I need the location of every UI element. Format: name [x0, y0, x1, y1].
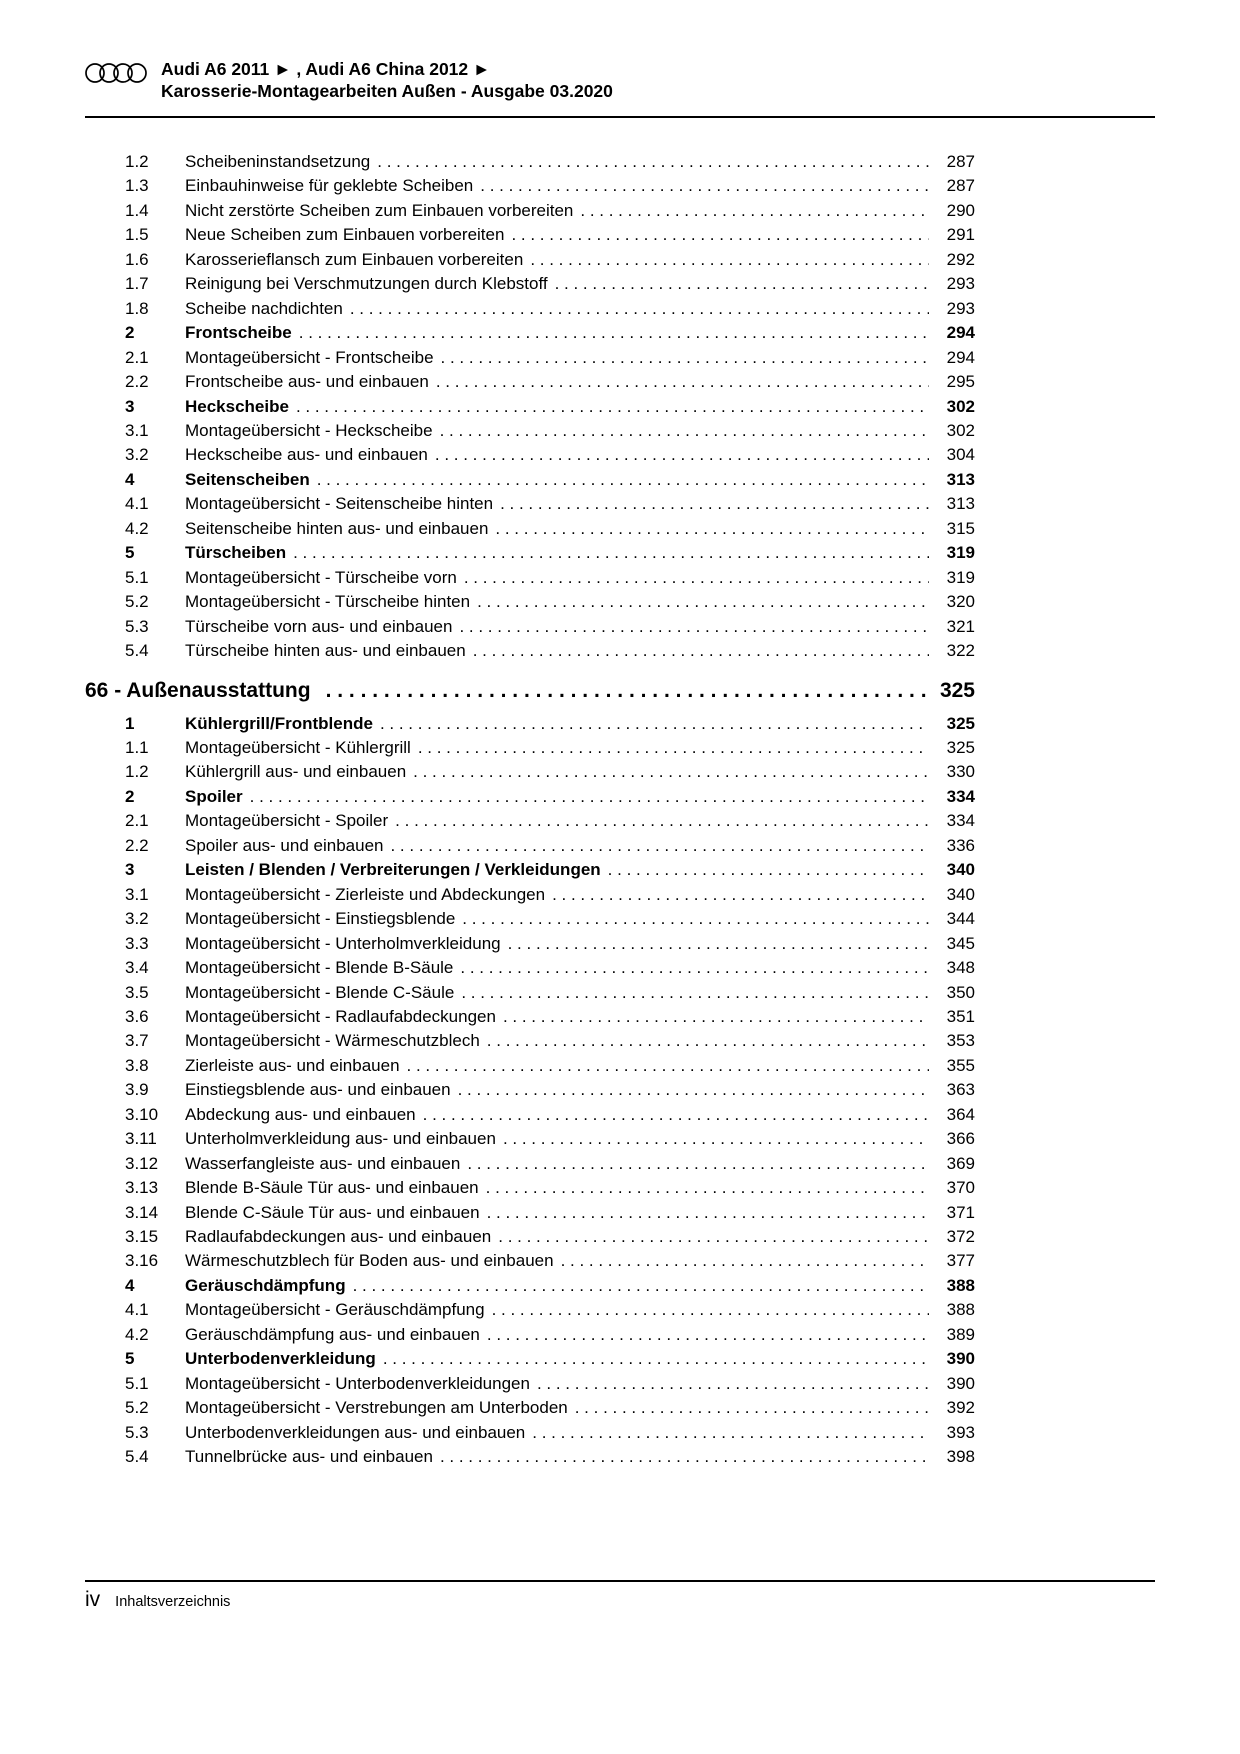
toc-entry	[85, 223, 975, 247]
entry-title: Türscheibe hinten aus- und einbauen	[185, 641, 466, 661]
dot-leader	[575, 1396, 929, 1420]
entry-number: 3.4	[125, 958, 149, 978]
entry-page: 366	[946, 1129, 975, 1149]
entry-page: 315	[946, 518, 975, 538]
entry-page: 334	[946, 811, 975, 831]
entry-title: Reinigung bei Verschmutzungen durch Klebstoff	[185, 274, 548, 294]
entry-page: 294	[946, 347, 975, 367]
entry-title: Montageübersicht - Geräuschdämpfung	[185, 1300, 485, 1320]
toc-entry	[85, 736, 975, 760]
toc-entry	[85, 1372, 975, 1396]
toc-entry	[85, 566, 975, 590]
entry-number: 3.2	[125, 445, 149, 465]
toc-entry	[85, 1054, 975, 1078]
toc-entry	[85, 1396, 975, 1420]
entry-title: Montageübersicht - Heckscheibe	[185, 420, 433, 440]
dot-leader	[508, 932, 929, 956]
entry-title: Scheibe nachdichten	[185, 298, 343, 318]
entry-number: 4	[125, 1275, 135, 1295]
toc-entry	[85, 174, 975, 198]
entry-number: 3.9	[125, 1080, 149, 1100]
entry-title: Kühlergrill aus- und einbauen	[185, 762, 407, 782]
entry-page: 320	[946, 592, 975, 612]
entry-number: 2	[125, 323, 135, 343]
entry-page: 319	[946, 543, 975, 563]
entry-title: Unterholmverkleidung aus- und einbauen	[185, 1129, 496, 1149]
dot-leader	[486, 1176, 929, 1200]
toc-section-heading	[85, 677, 975, 705]
entry-title: Türscheibe vorn aus- und einbauen	[185, 616, 453, 636]
entry-page: 390	[946, 1349, 975, 1369]
dot-leader	[511, 223, 929, 247]
toc-entry	[85, 1127, 975, 1151]
header-divider	[85, 116, 1155, 118]
entry-title: Einstiegsblende aus- und einbauen	[185, 1080, 451, 1100]
dot-leader	[487, 1201, 929, 1225]
dot-leader	[459, 615, 929, 639]
toc-entry	[85, 1421, 975, 1445]
entry-page: 291	[946, 225, 975, 245]
entry-page: 287	[946, 152, 975, 171]
entry-number: 5.4	[125, 641, 149, 661]
entry-number: 5.3	[125, 1422, 149, 1442]
toc-entry	[85, 932, 975, 956]
entry-number: 2.2	[125, 372, 149, 392]
entry-number: 5.2	[125, 592, 149, 612]
entry-number: 5	[125, 543, 135, 563]
toc-entry	[85, 1078, 975, 1102]
entry-title: Montageübersicht - Türscheibe vorn	[185, 567, 457, 587]
entry-title: Montageübersicht - Unterbodenverkleidungen	[185, 1373, 530, 1393]
toc-entry	[85, 639, 975, 663]
entry-page: 392	[946, 1398, 975, 1418]
entry-number: 1.7	[125, 274, 149, 294]
entry-page: 295	[946, 372, 975, 392]
toc-entry	[85, 1225, 975, 1249]
dot-leader	[395, 809, 929, 833]
dot-leader	[487, 1029, 929, 1053]
audi-rings-icon	[85, 61, 147, 90]
entry-page: 369	[946, 1153, 975, 1173]
entry-number: 2.2	[125, 835, 149, 855]
entry-number: 4.1	[125, 1300, 149, 1320]
toc-entry	[85, 809, 975, 833]
dot-leader	[537, 1372, 929, 1396]
entry-page: 350	[946, 982, 975, 1002]
dot-leader	[383, 1347, 929, 1371]
toc-entry	[85, 321, 975, 345]
toc-entry	[85, 370, 975, 394]
toc-entry	[85, 443, 975, 467]
toc-entry	[85, 1152, 975, 1176]
entry-page: 319	[946, 567, 975, 587]
entry-page: 302	[946, 396, 975, 416]
dot-leader	[561, 1249, 929, 1273]
dot-leader	[293, 541, 929, 565]
toc-entry	[85, 615, 975, 639]
entry-title: Geräuschdämpfung	[185, 1275, 346, 1295]
entry-page: 292	[946, 249, 975, 269]
dot-leader	[487, 1323, 929, 1347]
entry-page: 348	[946, 958, 975, 978]
entry-page: 290	[946, 200, 975, 220]
entry-title: Montageübersicht - Türscheibe hinten	[185, 592, 471, 612]
toc-entry	[85, 883, 975, 907]
entry-number: 5.1	[125, 567, 149, 587]
dot-leader	[608, 858, 929, 882]
dot-leader	[318, 677, 929, 705]
toc-entry	[85, 1103, 975, 1127]
entry-number: 3.10	[125, 1104, 159, 1124]
entry-title: Radlaufabdeckungen aus- und einbauen	[185, 1227, 492, 1247]
entry-number: 3.11	[125, 1129, 157, 1149]
entry-page: 334	[946, 786, 975, 806]
toc-entry	[85, 248, 975, 272]
toc-entry	[85, 1029, 975, 1053]
entry-page: 353	[946, 1031, 975, 1051]
entry-number: 3.8	[125, 1055, 149, 1075]
entry-page: 351	[946, 1006, 975, 1026]
dot-leader	[467, 1152, 929, 1176]
entry-number: 3.16	[125, 1251, 159, 1271]
dot-leader	[460, 956, 929, 980]
footer-label: Inhaltsverzeichnis	[115, 1594, 231, 1610]
dot-leader	[440, 1445, 929, 1469]
toc-entry	[85, 785, 975, 809]
entry-number: 4	[125, 469, 135, 489]
dot-leader	[473, 639, 929, 663]
toc-entry	[85, 1274, 975, 1298]
dot-leader	[407, 1054, 929, 1078]
entry-page: 287	[946, 176, 975, 196]
entry-number: 5.1	[125, 1373, 149, 1393]
entry-page: 340	[946, 860, 975, 880]
dot-leader	[435, 443, 929, 467]
dot-leader	[458, 1078, 929, 1102]
entry-page: 345	[946, 933, 975, 953]
dot-leader	[440, 419, 929, 443]
entry-page: 322	[946, 641, 975, 661]
toc-entry	[85, 1176, 975, 1200]
entry-number: 3.6	[125, 1006, 149, 1026]
toc-entry	[85, 541, 975, 565]
header-title-line1: Audi A6 2011 ► , Audi A6 China 2012 ►	[161, 59, 491, 79]
entry-number: 1.1	[125, 737, 149, 757]
dot-leader	[461, 981, 929, 1005]
entry-title: Montageübersicht - Verstrebungen am Unterboden	[185, 1398, 568, 1418]
entry-page: 390	[946, 1373, 975, 1393]
entry-title: Frontscheibe aus- und einbauen	[185, 372, 429, 392]
toc-entry	[85, 834, 975, 858]
dot-leader	[462, 907, 929, 931]
toc-entry	[85, 1298, 975, 1322]
dot-leader	[503, 1127, 929, 1151]
toc-entry	[85, 760, 975, 784]
entry-page: 389	[946, 1324, 975, 1344]
entry-number: 1	[125, 713, 135, 733]
entry-number: 3.3	[125, 933, 149, 953]
toc-entry	[85, 981, 975, 1005]
entry-title: Heckscheibe aus- und einbauen	[185, 445, 428, 465]
entry-page: 313	[946, 494, 975, 514]
entry-title: Einbauhinweise für geklebte Scheiben	[185, 176, 474, 196]
entry-page: 340	[946, 884, 975, 904]
section-heading-page: 325	[939, 678, 975, 702]
entry-title: Montageübersicht - Unterholmverkleidung	[185, 933, 501, 953]
entry-title: Wasserfangleiste aus- und einbauen	[185, 1153, 461, 1173]
entry-title: Montageübersicht - Blende B-Säule	[185, 958, 454, 978]
entry-number: 5	[125, 1349, 135, 1369]
footer-page-number: iv	[85, 1588, 101, 1611]
entry-page: 363	[946, 1080, 975, 1100]
toc-entry	[85, 517, 975, 541]
dot-leader	[503, 1005, 929, 1029]
dot-leader	[495, 517, 929, 541]
entry-title: Scheibeninstandsetzung	[185, 152, 371, 171]
entry-number: 1.6	[125, 249, 149, 269]
entry-title: Türscheiben	[185, 543, 287, 563]
dot-leader	[296, 395, 929, 419]
entry-number: 1.2	[125, 762, 149, 782]
entry-page: 325	[946, 737, 975, 757]
entry-page: 364	[946, 1104, 975, 1124]
entry-title: Montageübersicht - Einstiegsblende	[185, 909, 456, 929]
toc-entry	[85, 956, 975, 980]
toc-entry	[85, 297, 975, 321]
dot-leader	[530, 248, 929, 272]
entry-number: 3.12	[125, 1153, 159, 1173]
entry-title: Montageübersicht - Kühlergrill	[185, 737, 411, 757]
entry-number: 5.2	[125, 1398, 149, 1418]
entry-number: 3	[125, 396, 135, 416]
page-footer	[85, 1588, 1155, 1612]
entry-page: 330	[946, 762, 975, 782]
entry-title: Montageübersicht - Frontscheibe	[185, 347, 434, 367]
page-header	[85, 58, 1155, 102]
toc-entry	[85, 1323, 975, 1347]
entry-title: Spoiler aus- und einbauen	[185, 835, 384, 855]
toc-entry	[85, 199, 975, 223]
dot-leader	[299, 321, 929, 345]
entry-title: Wärmeschutzblech für Boden aus- und einbauen	[185, 1251, 554, 1271]
dot-leader	[353, 1274, 929, 1298]
dot-leader	[441, 346, 929, 370]
entry-title: Heckscheibe	[185, 396, 289, 416]
entry-page: 388	[946, 1275, 975, 1295]
dot-leader	[250, 785, 929, 809]
entry-number: 3.7	[125, 1031, 149, 1051]
entry-title: Unterbodenverkleidungen aus- und einbauen	[185, 1422, 526, 1442]
dot-leader	[464, 566, 929, 590]
entry-page: 293	[946, 298, 975, 318]
toc-entry	[85, 1201, 975, 1225]
dot-leader	[390, 834, 929, 858]
dot-leader	[580, 199, 929, 223]
entry-number: 4.1	[125, 494, 149, 514]
entry-title: Tunnelbrücke aus- und einbauen	[185, 1447, 433, 1467]
dot-leader	[480, 174, 929, 198]
entry-page: 293	[946, 274, 975, 294]
toc-entry	[85, 272, 975, 296]
entry-number: 1.3	[125, 176, 149, 196]
entry-number: 2.1	[125, 347, 149, 367]
dot-leader	[418, 736, 929, 760]
dot-leader	[555, 272, 929, 296]
dot-leader	[498, 1225, 929, 1249]
entry-number: 4.2	[125, 1324, 149, 1344]
entry-number: 1.8	[125, 298, 149, 318]
header-text	[161, 58, 613, 102]
entry-title: Blende C-Säule Tür aus- und einbauen	[185, 1202, 480, 1222]
entry-title: Montageübersicht - Spoiler	[185, 811, 389, 831]
toc-entry	[85, 1249, 975, 1273]
entry-page: 355	[946, 1055, 975, 1075]
dot-leader	[413, 760, 929, 784]
entry-number: 4.2	[125, 518, 149, 538]
dot-leader	[317, 468, 929, 492]
dot-leader	[500, 492, 929, 516]
entry-title: Montageübersicht - Wärmeschutzblech	[185, 1031, 480, 1051]
entry-number: 3.5	[125, 982, 149, 1002]
entry-title: Geräuschdämpfung aus- und einbauen	[185, 1324, 480, 1344]
section-heading-label: 66 - Außenausstattung	[85, 678, 311, 702]
entry-number: 5.3	[125, 616, 149, 636]
dot-leader	[532, 1421, 929, 1445]
entry-page: 370	[946, 1178, 975, 1198]
entry-title: Montageübersicht - Seitenscheibe hinten	[185, 494, 494, 514]
entry-page: 388	[946, 1300, 975, 1320]
toc-entry	[85, 492, 975, 516]
entry-number: 1.2	[125, 152, 149, 171]
entry-page: 336	[946, 835, 975, 855]
entry-number: 2.1	[125, 811, 149, 831]
entry-page: 393	[946, 1422, 975, 1442]
entry-number: 3.15	[125, 1227, 159, 1247]
entry-page: 371	[946, 1202, 975, 1222]
dot-leader	[377, 150, 929, 174]
entry-number: 1.4	[125, 200, 149, 220]
toc-entry	[85, 395, 975, 419]
entry-title: Seitenscheibe hinten aus- und einbauen	[185, 518, 489, 538]
entry-number: 3.1	[125, 884, 149, 904]
entry-page: 302	[946, 420, 975, 440]
header-title-line2: Karosserie-Montagearbeiten Außen - Ausgabe 03.2020	[161, 81, 613, 101]
entry-title: Unterbodenverkleidung	[185, 1349, 376, 1369]
entry-number: 2	[125, 786, 135, 806]
entry-page: 377	[946, 1251, 975, 1271]
entry-number: 3.13	[125, 1178, 159, 1198]
entry-title: Seitenscheiben	[185, 469, 310, 489]
entry-page: 325	[946, 713, 975, 733]
entry-title: Kühlergrill/Frontblende	[185, 713, 373, 733]
entry-title: Leisten / Blenden / Verbreiterungen / Verkleidungen	[185, 860, 601, 880]
dot-leader	[552, 883, 929, 907]
toc-entry	[85, 712, 975, 736]
toc-entry	[85, 419, 975, 443]
toc-entry	[85, 858, 975, 882]
dot-leader	[436, 370, 929, 394]
entry-number: 3.14	[125, 1202, 159, 1222]
entry-page: 321	[946, 616, 975, 636]
entry-title: Frontscheibe	[185, 323, 292, 343]
entry-page: 313	[946, 469, 975, 489]
toc-entry	[85, 1445, 975, 1469]
entry-title: Neue Scheiben zum Einbauen vorbereiten	[185, 225, 505, 245]
toc-entry	[85, 468, 975, 492]
footer-divider	[85, 1580, 1155, 1582]
entry-title: Karosserieflansch zum Einbauen vorbereiten	[185, 249, 524, 269]
dot-leader	[492, 1298, 929, 1322]
entry-number: 5.4	[125, 1447, 149, 1467]
toc	[85, 150, 975, 1470]
toc-entry	[85, 346, 975, 370]
entry-title: Montageübersicht - Blende C-Säule	[185, 982, 455, 1002]
dot-leader	[350, 297, 929, 321]
entry-title: Montageübersicht - Zierleiste und Abdeckungen	[185, 884, 546, 904]
entry-number: 3	[125, 860, 135, 880]
dot-leader	[380, 712, 929, 736]
entry-title: Zierleiste aus- und einbauen	[185, 1055, 400, 1075]
entry-title: Spoiler	[185, 786, 243, 806]
entry-title: Nicht zerstörte Scheiben zum Einbauen vorbereiten	[185, 200, 574, 220]
toc-entry	[85, 150, 975, 174]
entry-title: Blende B-Säule Tür aus- und einbauen	[185, 1178, 479, 1198]
toc-entry	[85, 907, 975, 931]
toc-entry	[85, 1347, 975, 1371]
toc-entry	[85, 1005, 975, 1029]
dot-leader	[477, 590, 929, 614]
entry-page: 398	[946, 1447, 975, 1467]
entry-number: 3.2	[125, 909, 149, 929]
entry-title: Montageübersicht - Radlaufabdeckungen	[185, 1006, 496, 1026]
entry-page: 294	[946, 323, 975, 343]
dot-leader	[423, 1103, 929, 1127]
toc-entry	[85, 590, 975, 614]
entry-page: 344	[946, 909, 975, 929]
entry-page: 304	[946, 445, 975, 465]
entry-title: Abdeckung aus- und einbauen	[185, 1104, 416, 1124]
entry-number: 1.5	[125, 225, 149, 245]
entry-page: 372	[946, 1227, 975, 1247]
entry-number: 3.1	[125, 420, 149, 440]
